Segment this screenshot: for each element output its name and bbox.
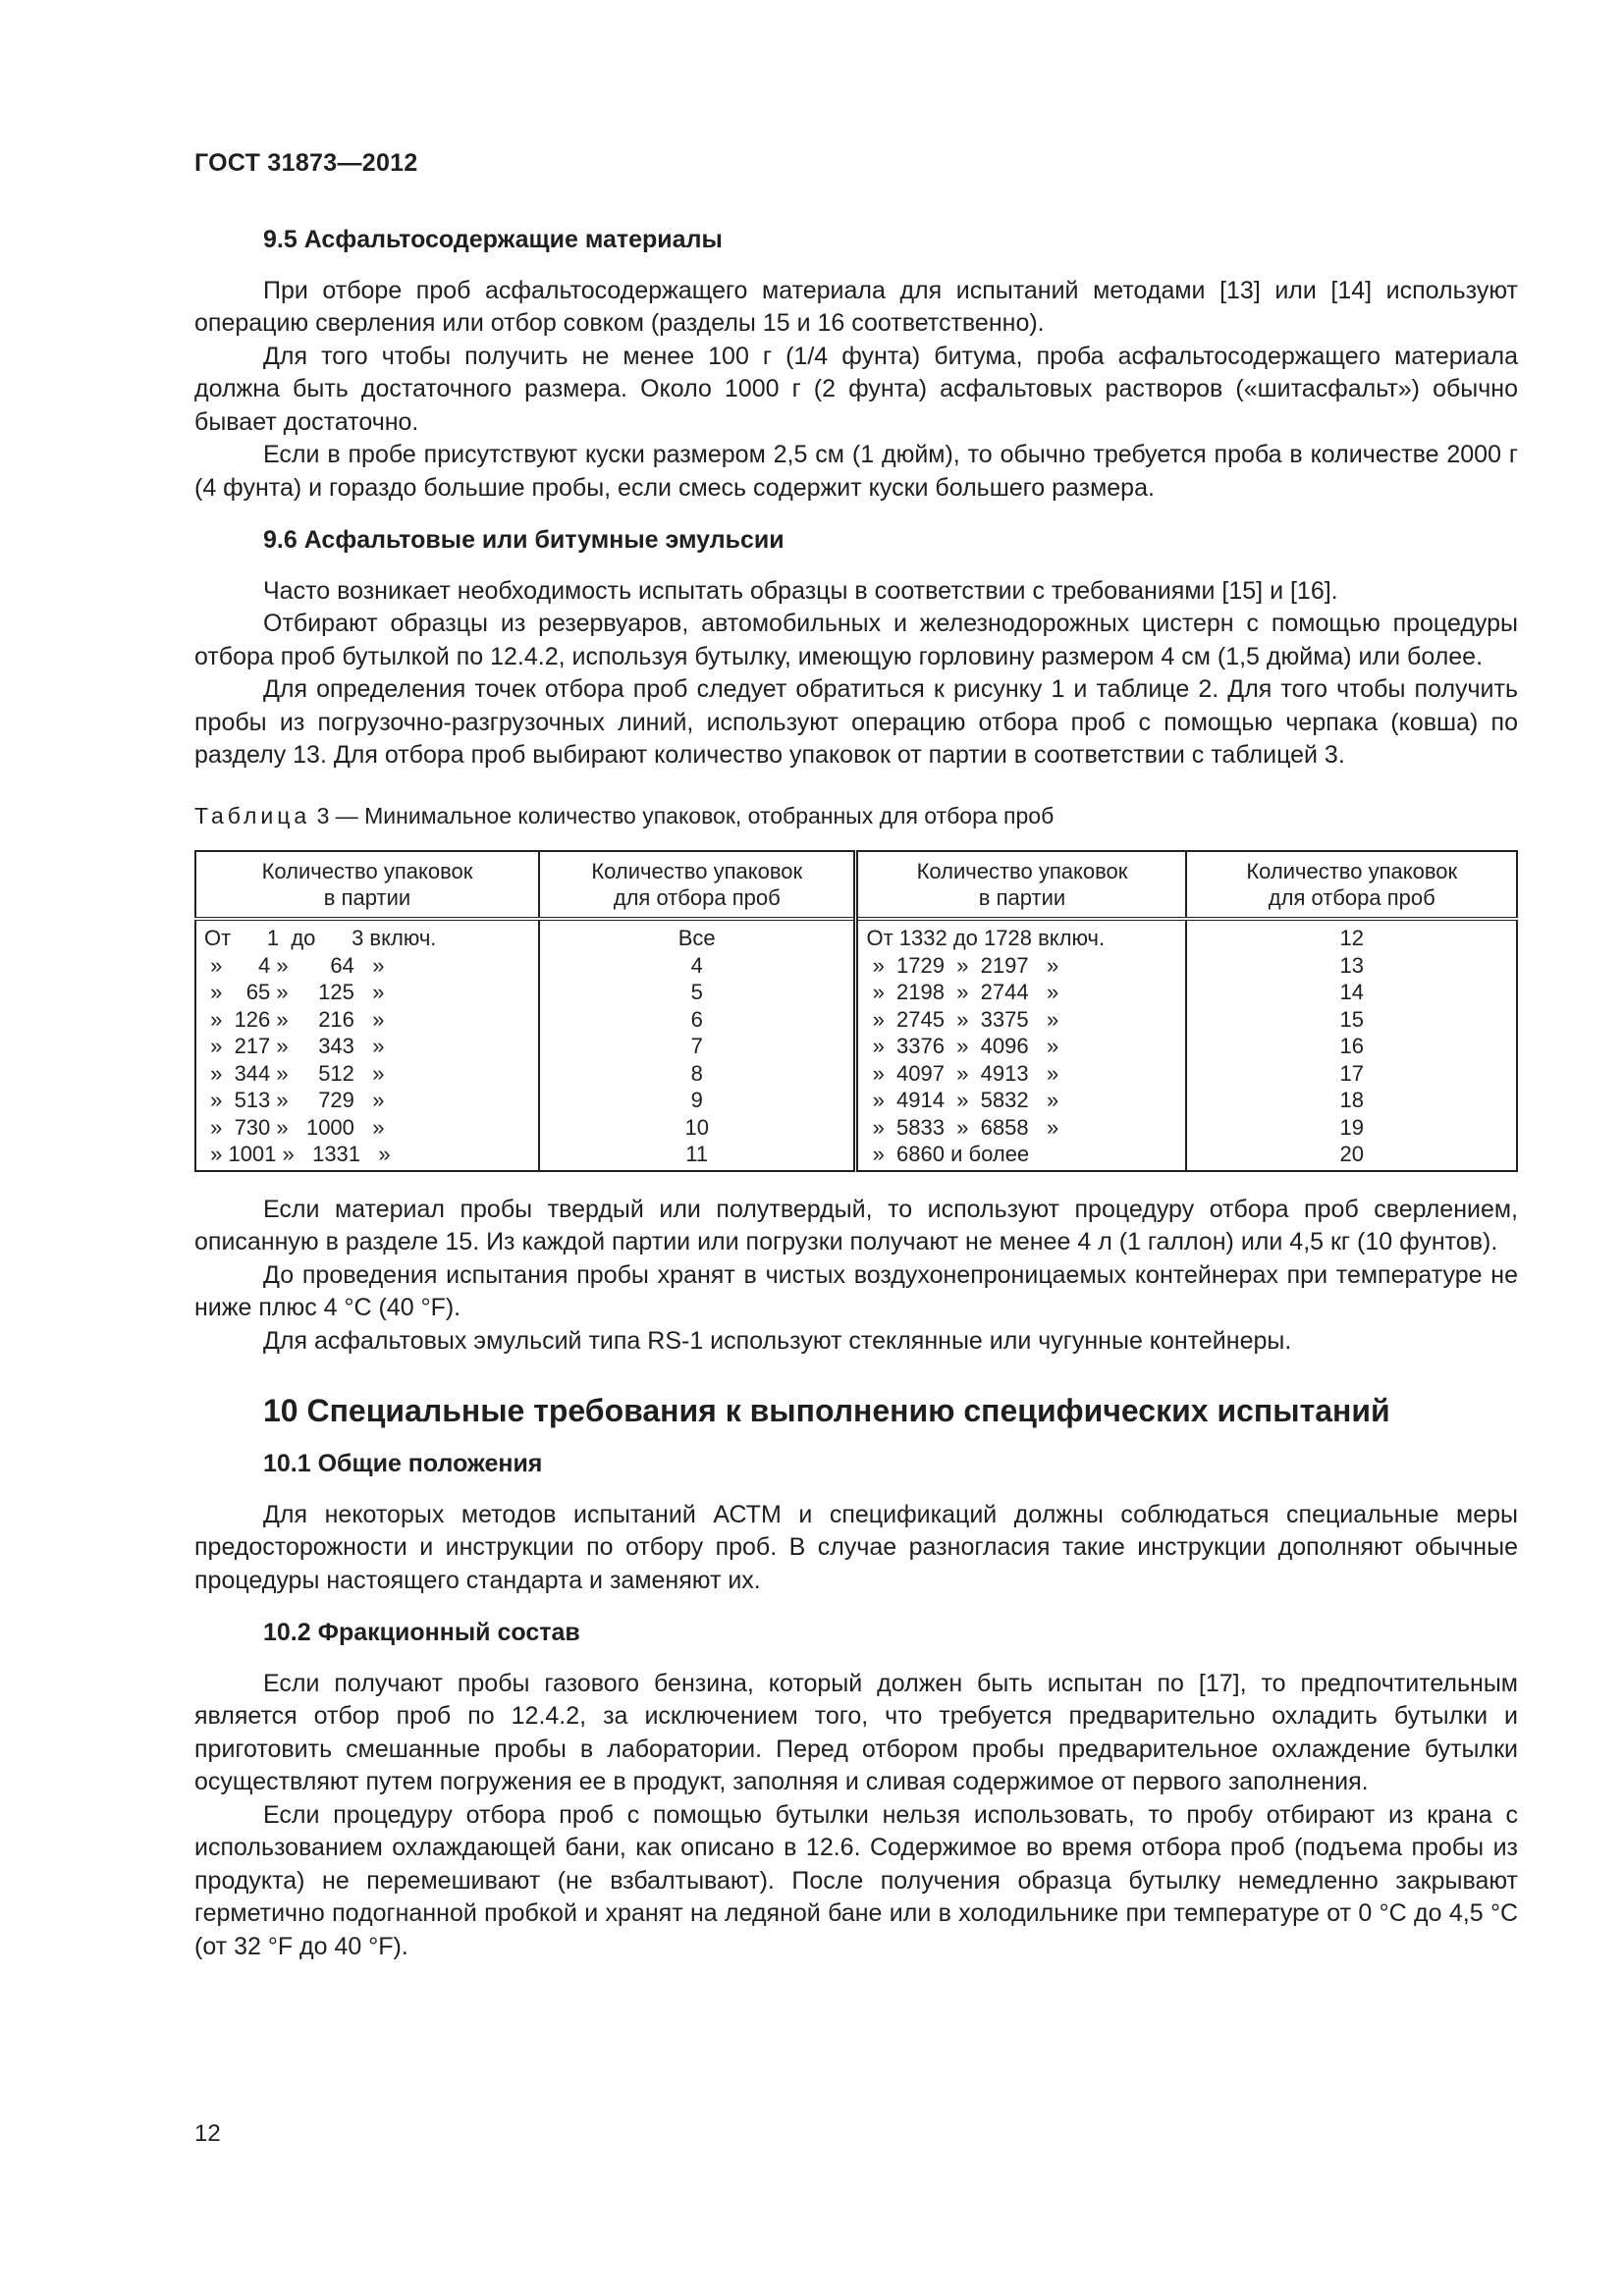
paragraph: Для определения точек отбора проб следует обратиться к рисунку 1 и таблице 2. Для того чтобы получить пробы из погрузочно-разгрузочных линий, используют операцию отбора проб с помощью черпака (ковша) по разделу 13. Для отбора проб выбирают количество упаковок от партии в соответствии с таблицей 3. <box>194 675 1518 769</box>
table-row <box>195 1087 1517 1114</box>
table-cell: 8 <box>539 1060 856 1088</box>
table-cell: » 513 » 729 » <box>195 1087 539 1114</box>
document-body <box>194 224 1518 1963</box>
table-cell: » 4 » 64 » <box>195 952 539 980</box>
table-cell: 14 <box>1186 979 1517 1006</box>
table-cell: » 5833 » 6858 » <box>856 1114 1187 1142</box>
paragraph: Для асфальтовых эмульсий типа RS-1 используют стеклянные или чугунные контейнеры. <box>263 1326 1292 1355</box>
table-cell: 9 <box>539 1087 856 1114</box>
table-3 <box>194 850 1518 1172</box>
table-header-cell <box>1186 851 1517 919</box>
header-text: Количество упаковок для отбора проб <box>1246 859 1458 910</box>
paragraph: До проведения испытания пробы хранят в чистых воздухонепроницаемых контейнерах при температуре не ниже плюс 4 °С (40 °F). <box>194 1260 1518 1321</box>
table-cell: 17 <box>1186 1060 1517 1088</box>
table-cell: » 2745 » 3375 » <box>856 1006 1187 1034</box>
table-cell: 20 <box>1186 1141 1517 1171</box>
table-cell: 7 <box>539 1033 856 1060</box>
paragraph: Отбирают образцы из резервуаров, автомобильных и железнодорожных цистерн с помощью процедуры отбора проб бутылкой по 12.4.2, используя бутылку, имеющую горловину размером 4 см (1,5 дюйма) или более. <box>194 610 1518 670</box>
table-cell: 12 <box>1186 919 1517 952</box>
header-text: Количество упаковок в партии <box>916 859 1128 910</box>
table-row <box>195 1006 1517 1034</box>
table-cell: Все <box>539 919 856 952</box>
paragraph: При отборе проб асфальтосодержащего материала для испытаний методами [13] или [14] используют операцию сверления или отбор совком (разделы 15 и 16 соответственно). <box>194 276 1518 337</box>
table-cell: » 126 » 216 » <box>195 1006 539 1034</box>
table-header-cell <box>856 851 1187 919</box>
paragraph: Для того чтобы получить не менее 100 г (1/4 фунта) битума, проба асфальтосодержащего материала должна быть достаточного размера. Около 1000 г (2 фунта) асфальтовых растворов («шитасфальт») обычно бывает достаточно. <box>194 342 1518 436</box>
table-cell: 19 <box>1186 1114 1517 1142</box>
table-row <box>195 919 1517 952</box>
table-caption-prefix: Таблица <box>194 802 311 828</box>
table-cell: » 65 » 125 » <box>195 979 539 1006</box>
table-header-cell <box>539 851 856 919</box>
paragraph: Для некоторых методов испытаний АСТМ и спецификаций должны соблюдаться специальные меры предосторожности и инструкции по отбору проб. В случае разногласия такие инструкции дополняют обычные процедуры настоящего стандарта и заменяют их. <box>194 1500 1518 1594</box>
table-cell: » 2198 » 2744 » <box>856 979 1187 1006</box>
section-10-1-heading: 10.1 Общие положения <box>263 1450 543 1477</box>
table-row <box>195 1033 1517 1060</box>
table-cell: » 344 » 512 » <box>195 1060 539 1088</box>
table-cell: » 1001 » 1331 » <box>195 1141 539 1171</box>
table-cell: » 4914 » 5832 » <box>856 1087 1187 1114</box>
table-cell: 13 <box>1186 952 1517 980</box>
table-cell: 15 <box>1186 1006 1517 1034</box>
table-cell: » 1729 » 2197 » <box>856 952 1187 980</box>
table-cell: От 1 до 3 включ. <box>195 919 539 952</box>
table-cell: » 4097 » 4913 » <box>856 1060 1187 1088</box>
table-row <box>195 979 1517 1006</box>
header-text: Количество упаковок для отбора проб <box>591 859 803 910</box>
section-10-heading: 10 Специальные требования к выполнению специфических испытаний <box>263 1393 1390 1428</box>
table-cell: 4 <box>539 952 856 980</box>
header-text: Количество упаковок в партии <box>261 859 473 910</box>
section-10-2-heading: 10.2 Фракционный состав <box>263 1619 580 1646</box>
page-number: 12 <box>194 2120 221 2147</box>
paragraph: Если в пробе присутствуют куски размером 2,5 см (1 дюйм), то обычно требуется проба в количестве 2000 г (4 фунта) и гораздо большие пробы, если смесь содержит куски большего размера. <box>194 441 1518 502</box>
table-cell: » 3376 » 4096 » <box>856 1033 1187 1060</box>
paragraph: Если материал пробы твердый или полутвердый, то используют процедуру отбора проб сверлением, описанную в разделе 15. Из каждой партии или погрузки получают не менее 4 л (1 галлон) или 4,5 кг (10 фунтов). <box>194 1195 1518 1255</box>
table-cell: » 6860 и более <box>856 1141 1187 1171</box>
table-header-row <box>195 851 1517 919</box>
table-cell: 16 <box>1186 1033 1517 1060</box>
table-header-cell <box>195 851 539 919</box>
section-9-5-heading: 9.5 Асфальтосодержащие материалы <box>263 226 723 253</box>
table-row <box>195 952 1517 980</box>
table-cell: 5 <box>539 979 856 1006</box>
table-caption-text: 3 — Минимальное количество упаковок, отобранных для отбора проб <box>310 802 1055 828</box>
table-cell: » 730 » 1000 » <box>195 1114 539 1142</box>
paragraph: Часто возникает необходимость испытать образцы в соответствии с требованиями [15] и [16]. <box>263 576 1338 605</box>
table-row <box>195 1060 1517 1088</box>
paragraph: Если процедуру отбора проб с помощью бутылки нельзя использовать, то пробу отбирают из крана с использованием охлаждающей бани, как описано в 12.6. Содержимое во время отбора проб (подъема пробы из продукта) не перемешивают (не взбалтывают). После получения образца бутылку немедленно закрывают герметично подогнанной пробкой и хранят на ледяной бане или в холодильнике при температуре от 0 °С до 4,5 °С (от 32 °F до 40 °F). <box>194 1800 1518 1960</box>
table-cell: 10 <box>539 1114 856 1142</box>
table-row <box>195 1141 1517 1171</box>
table-cell: От 1332 до 1728 включ. <box>856 919 1187 952</box>
table-cell: 11 <box>539 1141 856 1171</box>
table-cell: 18 <box>1186 1087 1517 1114</box>
table-cell: » 217 » 343 » <box>195 1033 539 1060</box>
section-9-6-heading: 9.6 Асфальтовые или битумные эмульсии <box>263 526 785 554</box>
table-caption <box>194 800 1518 833</box>
paragraph: Если получают пробы газового бензина, который должен быть испытан по [17], то предпочтительным является отбор проб по 12.4.2, за исключением того, что требуется предварительно охладить бутылки и приготовить смешанные пробы в лаборатории. Перед отбором пробы предварительное охлаждение бутылки осуществляют путем погружения ее в продукт, заполняя и сливая содержимое от первого заполнения. <box>194 1669 1518 1795</box>
document-header: ГОСТ 31873—2012 <box>194 149 418 177</box>
table-cell: 6 <box>539 1006 856 1034</box>
table-row <box>195 1114 1517 1142</box>
